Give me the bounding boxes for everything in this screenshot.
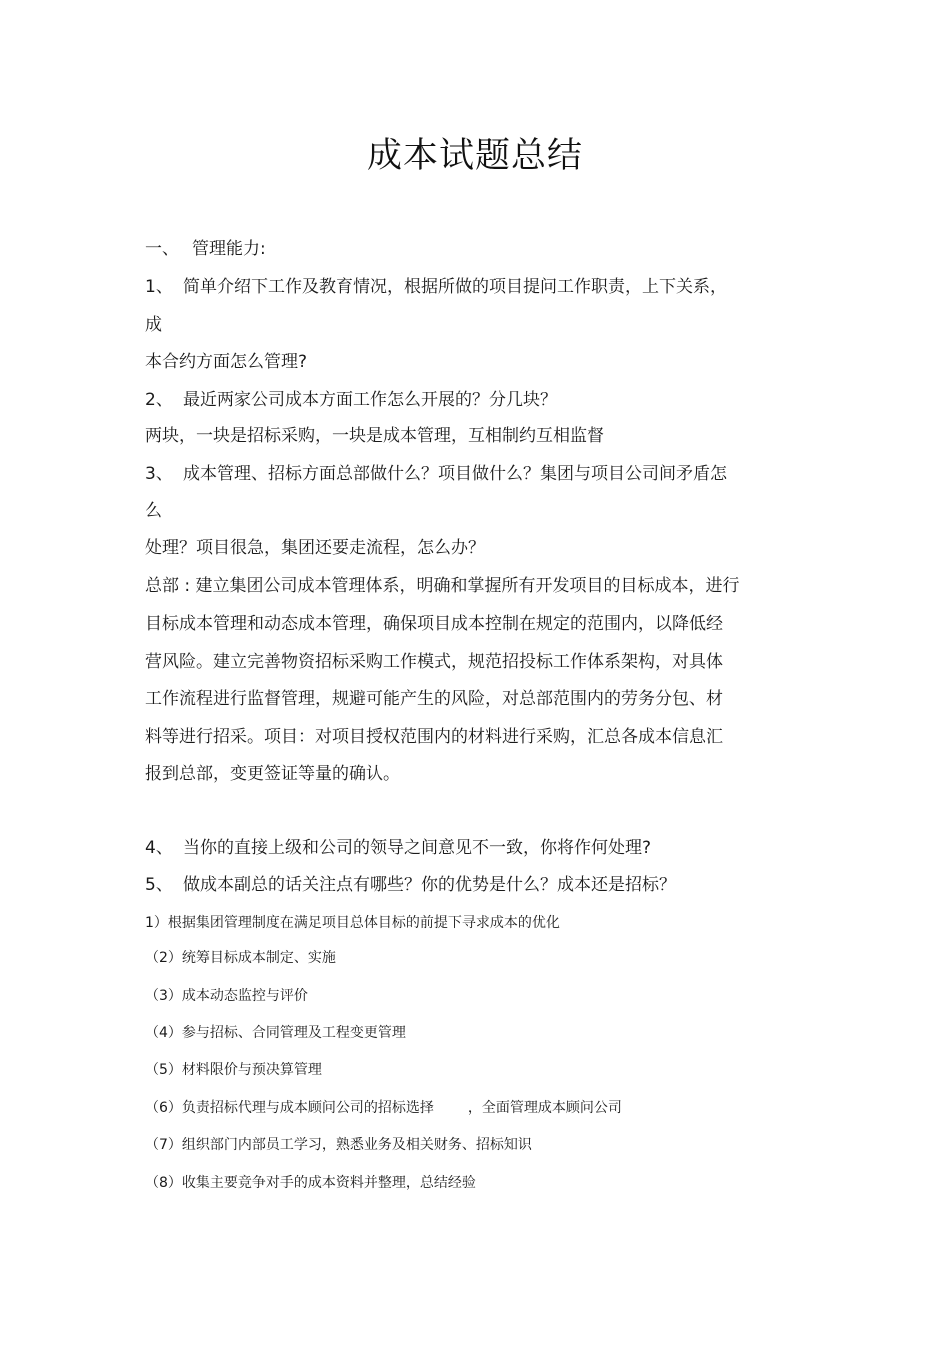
section-heading-text: 管理能力: (192, 239, 266, 259)
question-text: 最近两家公司成本方面工作怎么开展的？分几块？ (183, 390, 557, 410)
section-heading (145, 237, 266, 261)
answer-5-item: 1）根据集团管理制度在满足项目总体目标的前提下寻求成本的优化 (145, 915, 560, 931)
answer-3-line: 目标成本管理和动态成本管理，确保项目成本控制在规定的范围内，以降低经 (145, 614, 723, 634)
question-3 (145, 462, 727, 486)
question-2 (145, 388, 557, 412)
question-1-wrap: 成 (145, 315, 162, 335)
answer-3-line: 营风险。建立完善物资招标采购工作模式，规范招投标工作体系架构，对具体 (145, 652, 723, 672)
answer-3-line: 工作流程进行监督管理，规避可能产生的风险，对总部范围内的劳务分包、材 (145, 689, 723, 709)
answer-5-item: （7）组织部门内部员工学习，熟悉业务及相关财务、招标知识 (145, 1137, 532, 1153)
question-1 (145, 275, 727, 299)
question-number: 4、 (145, 838, 173, 858)
section-number: 一、 (145, 239, 179, 259)
question-1-continuation: 本合约方面怎么管理? (145, 352, 308, 372)
answer-3-line: 报到总部，变更签证等量的确认。 (145, 764, 400, 784)
answer-5-item: （8）收集主要竞争对手的成本资料并整理，总结经验 (145, 1175, 476, 1191)
question-4 (145, 836, 651, 860)
answer-5-item-text: （6）负责招标代理与成本顾问公司的招标选择 (145, 1100, 434, 1116)
answer-5-item: （5）材料限价与预决算管理 (145, 1062, 322, 1078)
question-3-wrap: 么 (145, 501, 162, 521)
question-number: 1、 (145, 277, 173, 297)
answer-3-line: 总部 : 建立集团公司成本管理体系，明确和掌握所有开发项目的目标成本，进行 (145, 576, 740, 596)
answer-2: 两块，一块是招标采购，一块是成本管理，互相制约互相监督 (145, 426, 604, 446)
question-text: 成本管理、招标方面总部做什么？项目做什么？集团与项目公司间矛盾怎 (183, 464, 727, 484)
answer-5-item (145, 1098, 622, 1118)
question-number: 5、 (145, 875, 173, 895)
question-number: 3、 (145, 464, 173, 484)
question-5 (145, 873, 676, 897)
question-3-continuation: 处理？项目很急，集团还要走流程，怎么办？ (145, 538, 485, 558)
document-title: 成本试题总结 (366, 136, 583, 176)
answer-5-item-suffix: ，全面管理成本顾问公司 (467, 1100, 622, 1116)
question-text: 做成本副总的话关注点有哪些？你的优势是什么？成本还是招标？ (183, 875, 676, 895)
question-text: 简单介绍下工作及教育情况，根据所做的项目提问工作职责，上下关系， (183, 277, 727, 297)
question-number: 2、 (145, 390, 173, 410)
answer-5-item: （4）参与招标、合同管理及工程变更管理 (145, 1025, 406, 1041)
answer-5-item: （3）成本动态监控与评价 (145, 988, 308, 1004)
answer-3-line: 料等进行招采。项目：对项目授权范围内的材料进行采购，汇总各成本信息汇 (145, 727, 723, 747)
answer-5-item: （2）统筹目标成本制定、实施 (145, 950, 336, 966)
question-text: 当你的直接上级和公司的领导之间意见不一致，你将作何处理? (183, 838, 652, 858)
